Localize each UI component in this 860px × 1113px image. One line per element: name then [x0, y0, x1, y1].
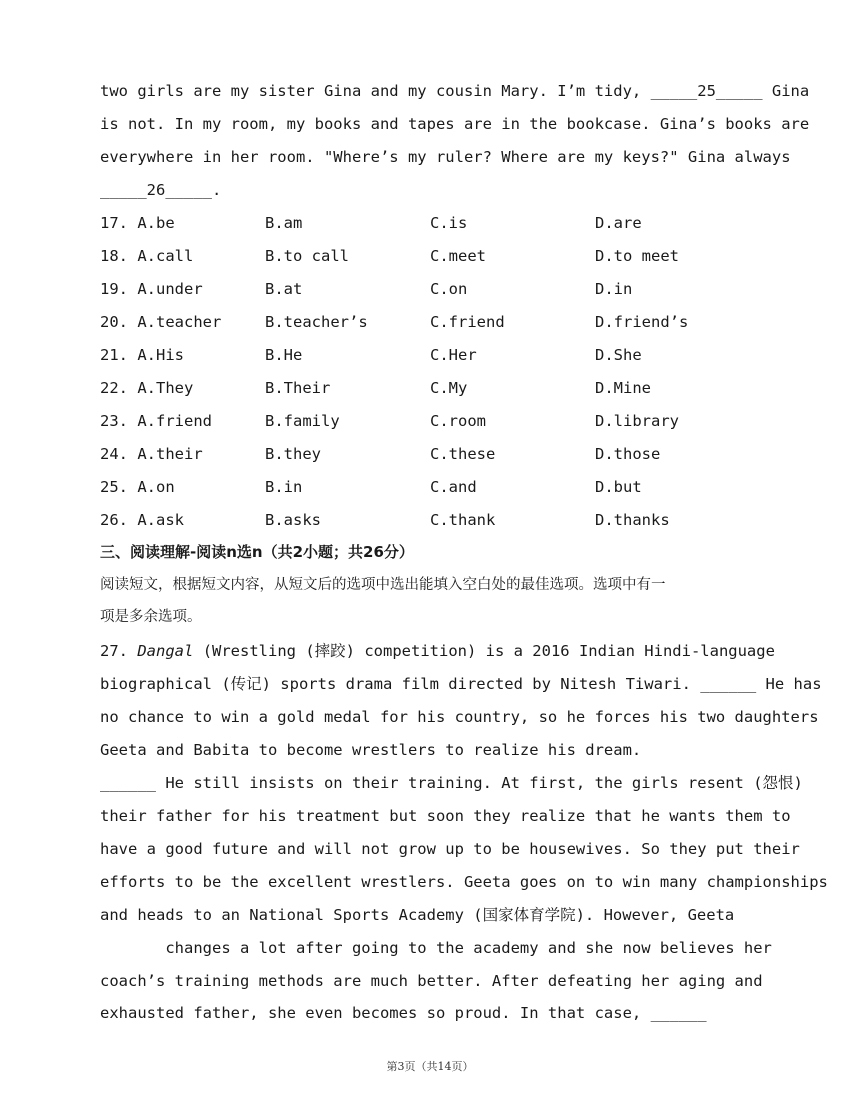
- passage-line: no chance to win a gold medal for his country, so he forces his two daughters: [100, 708, 819, 726]
- question-options-21: [100, 345, 760, 365]
- passage-line: ______ He still insists on their training. At first, the girls resent (怨恨): [100, 774, 803, 792]
- section-heading: 三、阅读理解-阅读n选n（共2小题；共26分）: [100, 543, 414, 561]
- option-c: C.is: [430, 214, 468, 232]
- page-footer: 第3页（共14页）: [386, 1060, 474, 1073]
- option-d: D.Mine: [595, 379, 651, 397]
- option-c: C.meet: [430, 247, 486, 265]
- passage-line: efforts to be the excellent wrestlers. Geeta goes on to win many championships: [100, 873, 828, 891]
- option-a: 26. A.ask: [100, 511, 184, 529]
- first-line-text: (Wrestling (摔跤) competition) is a 2016 Indian Hindi-language: [202, 642, 775, 660]
- passage-line: is not. In my room, my books and tapes are in the bookcase. Gina’s books are: [100, 115, 810, 133]
- option-b: B.in: [265, 478, 303, 496]
- passage-line: their father for his treatment but soon they realize that he wants them to: [100, 807, 791, 825]
- option-a: 25. A.on: [100, 478, 175, 496]
- option-a: 18. A.call: [100, 247, 194, 265]
- option-a: 20. A.teacher: [100, 313, 222, 331]
- passage-line: _____26_____.: [100, 181, 222, 199]
- option-c: C.on: [430, 280, 468, 298]
- film-title: Dangal: [137, 642, 194, 660]
- passage-line: biographical (传记) sports drama film directed by Nitesh Tiwari. ______ He has: [100, 675, 822, 693]
- option-a: 24. A.their: [100, 445, 203, 463]
- passage-line: coach’s training methods are much better. After defeating her aging and: [100, 972, 763, 990]
- option-a: 17. A.be: [100, 214, 175, 232]
- option-c: C.room: [430, 412, 486, 430]
- option-c: C.Her: [430, 346, 477, 364]
- option-d: D.to meet: [595, 247, 679, 265]
- question-options-20: [100, 312, 760, 332]
- option-c: C.friend: [430, 313, 505, 331]
- option-c: C.and: [430, 478, 477, 496]
- question-options-24: [100, 444, 760, 464]
- passage-line: exhausted father, she even becomes so proud. In that case, ______: [100, 1004, 707, 1022]
- option-c: C.My: [430, 379, 468, 397]
- option-a: 22. A.They: [100, 379, 194, 397]
- option-d: D.library: [595, 412, 679, 430]
- question-options-22: [100, 378, 760, 398]
- option-c: C.thank: [430, 511, 496, 529]
- option-b: B.Their: [265, 379, 331, 397]
- option-b: B.they: [265, 445, 321, 463]
- question-options-19: [100, 279, 760, 299]
- question-options-26: [100, 510, 760, 530]
- question-options-25: [100, 477, 760, 497]
- option-c: C.these: [430, 445, 496, 463]
- option-d: D.thanks: [595, 511, 670, 529]
- passage-line: everywhere in her room. "Where’s my ruler? Where are my keys?" Gina always: [100, 148, 791, 166]
- option-b: B.He: [265, 346, 303, 364]
- instructions-line: 阅读短文，根据短文内容，从短文后的选项中选出能填入空白处的最佳选项。选项中有一: [100, 577, 666, 593]
- option-b: B.am: [265, 214, 303, 232]
- option-d: D.those: [595, 445, 661, 463]
- option-b: B.teacher’s: [265, 313, 368, 331]
- option-a: 19. A.under: [100, 280, 203, 298]
- passage-line: two girls are my sister Gina and my cousin Mary. I’m tidy, _____25_____ Gina: [100, 82, 810, 100]
- passage-line: have a good future and will not grow up to be housewives. So they put their: [100, 840, 800, 858]
- option-d: D.but: [595, 478, 642, 496]
- option-d: D.She: [595, 346, 642, 364]
- question-options-23: [100, 411, 760, 431]
- q27-first-line: [100, 641, 775, 661]
- question-options-18: [100, 246, 760, 266]
- option-b: B.at: [265, 280, 303, 298]
- option-b: B.asks: [265, 511, 321, 529]
- option-d: D.friend’s: [595, 313, 689, 331]
- option-b: B.to call: [265, 247, 349, 265]
- passage-line: and heads to an National Sports Academy (国家体育学院). However, Geeta: [100, 906, 735, 924]
- passage-line: changes a lot after going to the academy and she now believes her: [100, 939, 772, 957]
- passage-line: Geeta and Babita to become wrestlers to realize his dream.: [100, 741, 642, 759]
- option-b: B.family: [265, 412, 340, 430]
- question-number: 27.: [100, 642, 128, 660]
- option-a: 21. A.His: [100, 346, 184, 364]
- option-a: 23. A.friend: [100, 412, 212, 430]
- option-d: D.in: [595, 280, 633, 298]
- option-d: D.are: [595, 214, 642, 232]
- instructions-line: 项是多余选项。: [100, 609, 202, 625]
- question-options-17: [100, 213, 760, 233]
